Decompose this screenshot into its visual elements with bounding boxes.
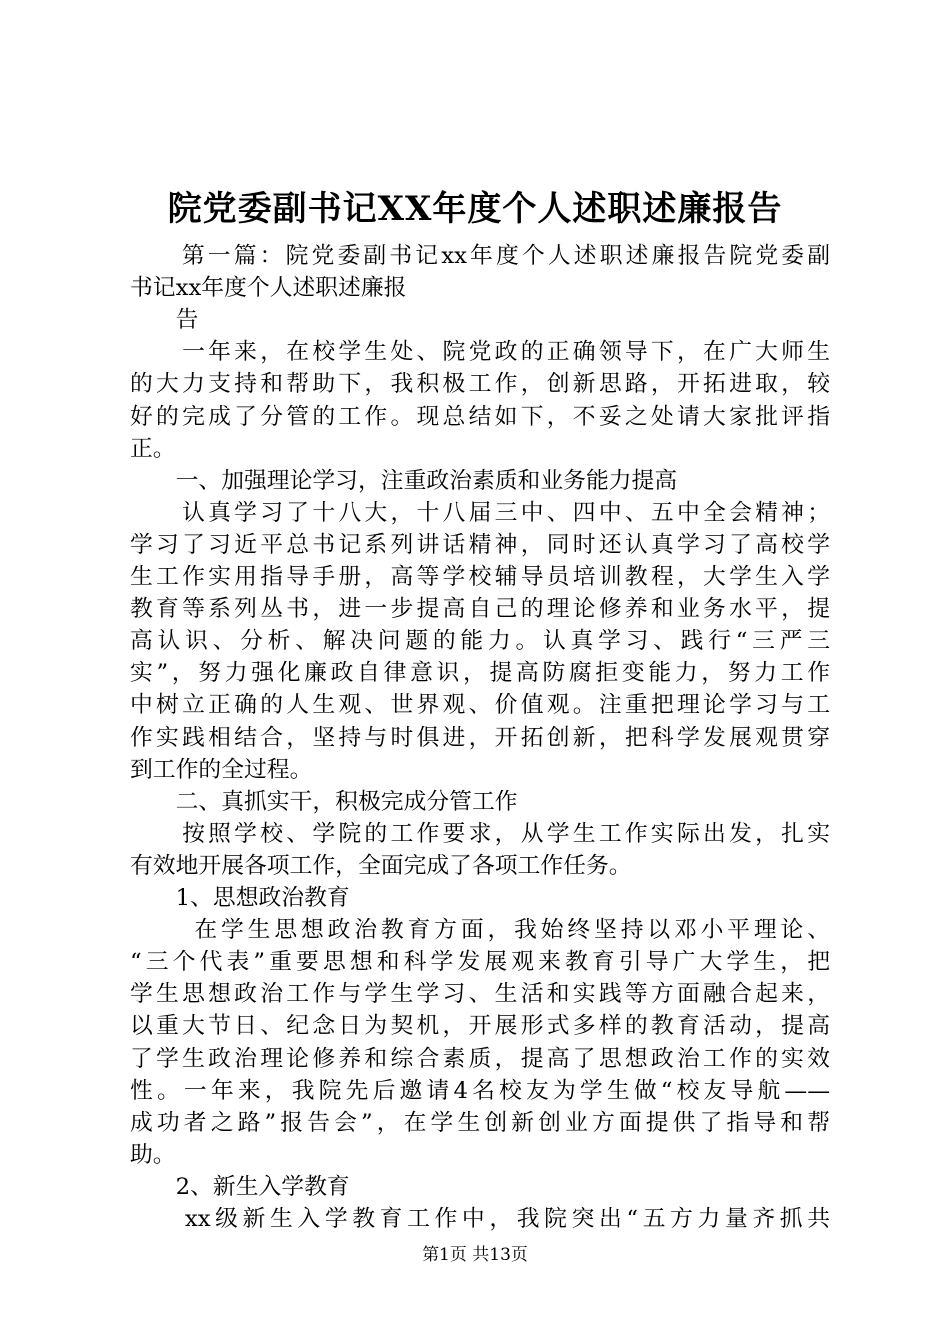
- body-text-line: 好的完成了分管的工作。现总结如下，不妥之处请大家批评指: [130, 403, 830, 430]
- body-text-line: 2、新生入学教育: [130, 1173, 350, 1200]
- body-text-line: 第一篇：院党委副书记xx年度个人述职述廉报告院党委副: [130, 243, 830, 269]
- body-text-line: 学生思想政治工作与学生学习、生活和实践等方面融合起来，: [130, 981, 830, 1008]
- body-text-line: 实”，努力强化廉政自律意识，提高防腐拒变能力，努力工作: [130, 660, 830, 687]
- body-text-line: 以重大节日、纪念日为契机，开展形式多样的教育活动，提高: [130, 1013, 830, 1040]
- body-text-line: 一年来，在校学生处、院党政的正确领导下，在广大师生: [130, 339, 830, 366]
- body-text-line: 生工作实用指导手册，高等学校辅导员培训教程，大学生入学: [130, 564, 830, 590]
- body-text-line: 到工作的全过程。: [130, 756, 313, 783]
- body-text-line: 学习了习近平总书记系列讲话精神，同时还认真学习了高校学: [130, 531, 830, 558]
- body-text-line: 按照学校、学院的工作要求，从学生工作实际出发，扎实: [130, 820, 830, 847]
- body-text-line: 书记xx年度个人述职述廉报: [130, 275, 407, 302]
- body-text-line: 助。: [130, 1141, 176, 1168]
- body-text-line: 在学生思想政治教育方面，我始终坚持以邓小平理论、: [130, 917, 830, 944]
- body-text-line: 中树立正确的人生观、世界观、价值观。注重把理论学习与工: [130, 692, 830, 719]
- body-text-line: 教育等系列丛书，进一步提高自己的理论修养和业务水平，提: [130, 596, 830, 623]
- body-text-line: 的大力支持和帮助下，我积极工作，创新思路，开拓进取，较: [130, 371, 830, 398]
- page-number-footer: 第1页 共13页: [422, 1245, 528, 1265]
- body-text-line: 性。一年来，我院先后邀请4名校友为学生做“校友导航——: [130, 1077, 830, 1104]
- body-text-line: 认真学习了十八大，十八届三中、四中、五中全会精神；: [130, 499, 830, 526]
- body-text-line: 一、加强理论学习，注重政治素质和业务能力提高: [130, 467, 678, 494]
- body-text-line: 1、思想政治教育: [130, 885, 350, 911]
- body-text-line: “三个代表”重要思想和科学发展观来教育引导广大学生，把: [130, 949, 830, 976]
- body-text-line: 了学生政治理论修养和综合素质，提高了思想政治工作的实效: [130, 1045, 830, 1072]
- body-text-line: 正。: [130, 435, 176, 462]
- document-title: 院党委副书记XX年度个人述职述廉报告: [167, 189, 783, 229]
- body-text-line: 高认识、分析、解决问题的能力。认真学习、践行“三严三: [130, 628, 830, 655]
- body-text-line: 告: [130, 307, 199, 334]
- body-text-line: 有效地开展各项工作，全面完成了各项工作任务。: [130, 852, 632, 879]
- body-text-line: 成功者之路”报告会”，在学生创新创业方面提供了指导和帮: [130, 1109, 830, 1136]
- body-text-line: 二、真抓实干，积极完成分管工作: [130, 788, 518, 815]
- body-text-line: xx级新生入学教育工作中，我院突出“五方力量齐抓共: [130, 1206, 830, 1232]
- body-text-line: 作实践相结合，坚持与时俱进，开拓创新，把科学发展观贯穿: [130, 724, 830, 751]
